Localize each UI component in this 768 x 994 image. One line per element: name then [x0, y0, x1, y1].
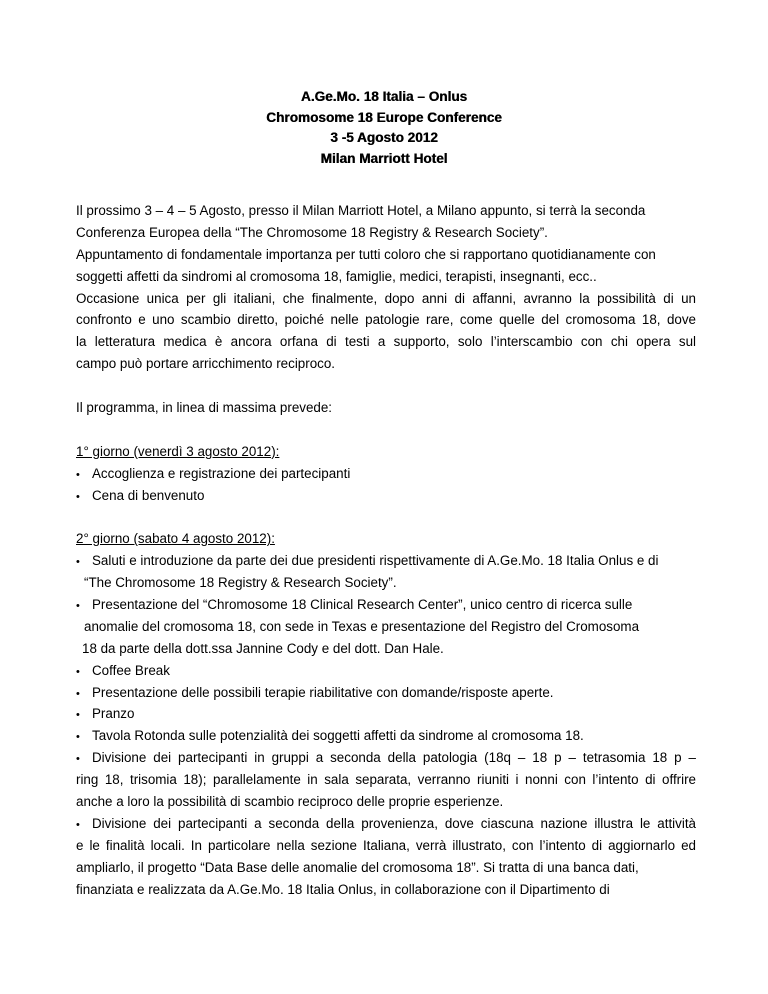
list-item-continuation: anomalie del cromosoma 18, con sede in Texas e presentazione del Registro del Cromosoma — [84, 618, 640, 634]
bullet-icon: • — [76, 709, 80, 722]
list-item: • Tavola Rotonda sulle potenzialità dei soggetti affetti da sindrome al cromosoma 18. — [76, 725, 696, 747]
intro-line: Il prossimo 3 – 4 – 5 Agosto, presso il Milan Marriott Hotel, a Milano appunto, si terrà la seconda — [76, 203, 646, 218]
list-item: • Saluti e introduzione da parte dei due presidenti rispettivamente di A.Ge.Mo. 18 Italia Onlus e di — [76, 550, 696, 572]
day1-heading: 1° giorno (venerdì 3 agosto 2012): — [76, 443, 280, 459]
document-body — [76, 200, 696, 901]
intro-paragraph — [76, 200, 696, 375]
bullet-icon: • — [76, 490, 80, 503]
list-item-continuation: finanziata e realizzata da A.Ge.Mo. 18 Italia Onlus, in collaborazione con il Dipartimento di — [76, 881, 610, 897]
list-item: • Pranzo — [76, 703, 696, 725]
day2-heading: 2° giorno (sabato 4 agosto 2012): — [76, 531, 275, 547]
intro-line: Conferenza Europea della “The Chromosome 18 Registry & Research Society”. — [76, 224, 548, 240]
day2-section — [76, 528, 696, 900]
list-item: • Divisione dei partecipanti a seconda della provenienza, dove ciascuna nazione illustra le attività — [76, 813, 696, 835]
list-item: • Coffee Break — [76, 660, 696, 682]
intro-line: Occasione unica per gli italiani, che finalmente, dopo anni di affanni, avranno la possibilità di un — [76, 290, 696, 306]
list-item-continuation: ring 18, trisomia 18); parallelamente in sala separata, verranno riuniti i nonni con l’intento di offrire — [76, 772, 696, 788]
bullet-icon: • — [76, 665, 80, 678]
intro-line: confronto e uno scambio diretto, poiché nelle patologie rare, come quelle del cromosoma 18, dove — [76, 312, 696, 328]
list-item-continuation: ampliarlo, il progetto “Data Base delle anomalie del cromosoma 18”. Si tratta di una banca dati, — [76, 859, 639, 875]
list-item-continuation: e le finalità locali. In particolare nella sezione Italiana, verrà illustrato, con l’intento di aggiornarlo ed — [76, 837, 696, 853]
bullet-icon: • — [76, 600, 80, 613]
list-item: • Divisione dei partecipanti in gruppi a seconda della patologia (18q – 18 p – tetrasomia 18 p – — [76, 747, 696, 769]
header-conference-name: Chromosome 18 Europe Conference — [266, 109, 502, 125]
bullet-icon: • — [76, 556, 80, 569]
list-item: • Presentazione del “Chromosome 18 Clinical Research Center”, unico centro di ricerca sulle — [76, 594, 696, 616]
day1-section — [76, 441, 696, 507]
intro-line: Appuntamento di fondamentale importanza per tutti coloro che si rapportano quotidianamente con — [76, 246, 656, 262]
intro-line: la letteratura medica è ancora orfana di testi a supporto, solo l’interscambio con chi opera sul — [76, 334, 696, 350]
list-item: • Accoglienza e registrazione dei partecipanti — [76, 463, 696, 485]
bullet-icon: • — [76, 753, 80, 766]
bullet-icon: • — [76, 818, 80, 831]
bullet-icon: • — [76, 731, 80, 744]
list-item: • Cena di benvenuto — [76, 485, 696, 507]
intro-line: soggetti affetti da sindromi al cromosoma 18, famiglie, medici, terapisti, insegnanti, ecc.. — [76, 268, 597, 284]
bullet-icon: • — [76, 687, 80, 700]
header-venue: Milan Marriott Hotel — [320, 150, 448, 166]
document-header — [0, 87, 768, 169]
header-organization: A.Ge.Mo. 18 Italia – Onlus — [300, 89, 468, 104]
bullet-icon: • — [76, 468, 80, 481]
list-item-continuation: “The Chromosome 18 Registry & Research Society”. — [84, 575, 397, 591]
programma-intro: Il programma, in linea di massima prevede: — [76, 400, 333, 416]
intro-line: campo può portare arricchimento reciproco. — [76, 356, 336, 372]
list-item-continuation: 18 da parte della dott.ssa Jannine Cody e del dott. Dan Hale. — [82, 640, 444, 656]
header-dates: 3 -5 Agosto 2012 — [330, 130, 438, 145]
list-item-continuation: anche a loro la possibilità di scambio reciproco delle proprie esperienze. — [76, 794, 504, 810]
list-item: • Presentazione delle possibili terapie riabilitative con domande/risposte aperte. — [76, 682, 696, 704]
